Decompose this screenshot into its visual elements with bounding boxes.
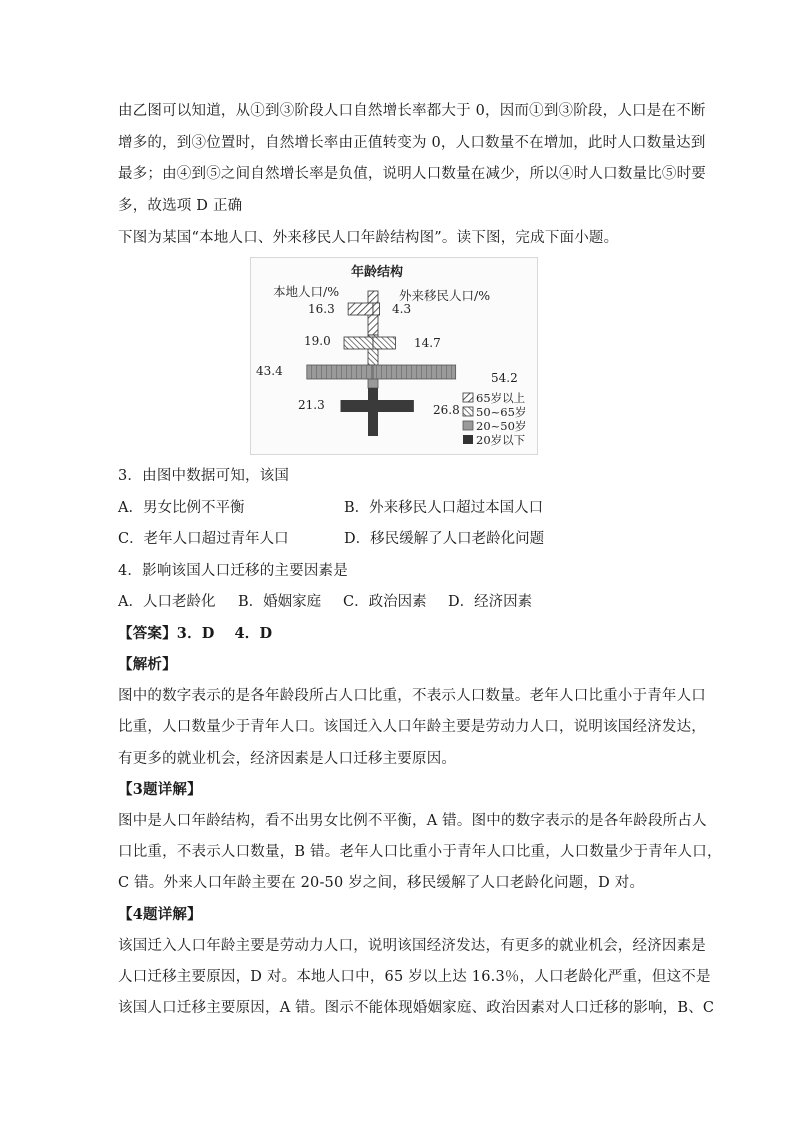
intro-line-3: 最多；由④到⑤之间自然增长率是负值，说明人口数量在减少，所以④时人口数量比⑤时要	[118, 166, 706, 182]
bar-local-65plus	[348, 303, 373, 315]
detail-4-line-1: 该国迁入人口年龄主要是劳动力人口，说明该国经济发达，有更多的就业机会，经济因素是	[118, 938, 706, 954]
right-value-20-50: 54.2	[491, 371, 518, 385]
detail-3-line-3: C 错。外来人口年龄主要在 20-50 岁之间，移民缓解了人口老龄化问题，D 对。	[118, 875, 645, 891]
intro-line-4: 多，故选项 D 正确	[118, 198, 243, 214]
age-structure-figure	[250, 257, 538, 455]
chart-legend	[463, 391, 526, 447]
q3-option-d[interactable]: D．移民缓解了人口老龄化问题	[344, 531, 545, 547]
answer-line: 【答案】3．D 4．D	[118, 625, 273, 642]
analysis-line-2: 比重，人口数量少于青年人口。该国迁入人口年龄主要是劳动力人口，说明该国经济发达，	[118, 719, 706, 735]
bar-local-20-50	[307, 365, 373, 379]
detail-4-line-2: 人口迁移主要原因，D 对。本地人口中，65 岁以上达 16.3％，人口老龄化严重，但这不是	[118, 969, 711, 985]
age-structure-chart	[251, 258, 537, 454]
left-axis-label: 本地人口/%	[273, 284, 340, 299]
bars-group	[307, 303, 456, 412]
bar-local-50-65	[344, 337, 373, 349]
left-value-under20: 21.3	[298, 398, 325, 412]
right-axis-label: 外来移民人口/%	[399, 288, 491, 303]
bar-immigrant-65plus	[373, 303, 380, 315]
left-value-65plus: 16.3	[308, 302, 335, 316]
figure-caption-text: 下图为某国“本地人口、外来移民人口年龄结构图”。读下图，完成下面小题。	[118, 230, 619, 246]
q4-option-d[interactable]: D．经济因素	[448, 594, 533, 610]
analysis-line-1: 图中的数字表示的是各年龄段所占人口比重，不表示人口数量。老年人口比重小于青年人口	[118, 688, 706, 704]
detail-4-heading: 【4题详解】	[118, 906, 202, 923]
legend-label-under20: 20岁以下	[476, 433, 526, 447]
right-value-50-65: 14.7	[414, 336, 441, 350]
legend-swatch-under20	[463, 435, 473, 444]
q4-stem: 4．影响该国人口迁移的主要因素是	[118, 563, 348, 579]
q3-stem: 3．由图中数据可知，该国	[118, 468, 290, 484]
legend-label-50-65: 50~65岁	[476, 405, 527, 419]
detail-3-line-2: 口比重，不表示人口数量，B 错。老年人口比重小于青年人口比重，人口数量少于青年人口，	[118, 844, 722, 860]
q4-option-a[interactable]: A．人口老龄化	[118, 594, 216, 610]
right-value-65plus: 4.3	[392, 302, 412, 316]
bar-immigrant-50-65	[373, 337, 395, 349]
legend-label-20-50: 20~50岁	[476, 419, 527, 433]
intro-line-2: 增多的，到③位置时，自然增长率由正值转变为 0，人口数量不在增加，此时人口数量达到	[118, 135, 706, 151]
q4-option-c[interactable]: C．政治因素	[343, 594, 427, 610]
legend-swatch-50-65	[463, 407, 473, 416]
analysis-heading: 【解析】	[118, 656, 177, 673]
intro-line-1: 由乙图可以知道，从①到③阶段人口自然增长率都大于 0，因而①到③阶段，人口是在不断	[118, 103, 706, 119]
chart-title: 年龄结构	[351, 265, 404, 280]
detail-3-heading: 【3题详解】	[118, 781, 202, 798]
q4-option-b[interactable]: B．婚姻家庭	[238, 594, 322, 610]
legend-swatch-65plus	[463, 393, 473, 402]
q3-option-c[interactable]: C．老年人口超过青年人口	[118, 531, 289, 547]
q3-option-a[interactable]: A．男女比例不平衡	[118, 500, 245, 516]
bar-immigrant-under20	[373, 400, 414, 412]
analysis-line-3: 有更多的就业机会，经济因素是人口迁移主要原因。	[118, 751, 457, 767]
legend-swatch-20-50	[463, 421, 473, 430]
detail-3-line-1: 图中是人口年龄结构，看不出男女比例不平衡，A 错。图中的数字表示的是各年龄段所占人	[118, 813, 707, 829]
right-value-under20: 26.8	[433, 403, 460, 417]
left-value-50-65: 19.0	[304, 334, 331, 348]
q3-option-b[interactable]: B．外来移民人口超过本国人口	[344, 500, 544, 516]
bar-local-under20	[341, 400, 373, 412]
detail-4-line-3: 该国人口迁移主要原因，A 错。图示不能体现婚姻家庭、政治因素对人口迁移的影响，B、C	[118, 1000, 715, 1016]
left-value-20-50: 43.4	[256, 364, 283, 378]
legend-label-65plus: 65岁以上	[476, 391, 526, 405]
bar-immigrant-20-50	[373, 365, 456, 379]
